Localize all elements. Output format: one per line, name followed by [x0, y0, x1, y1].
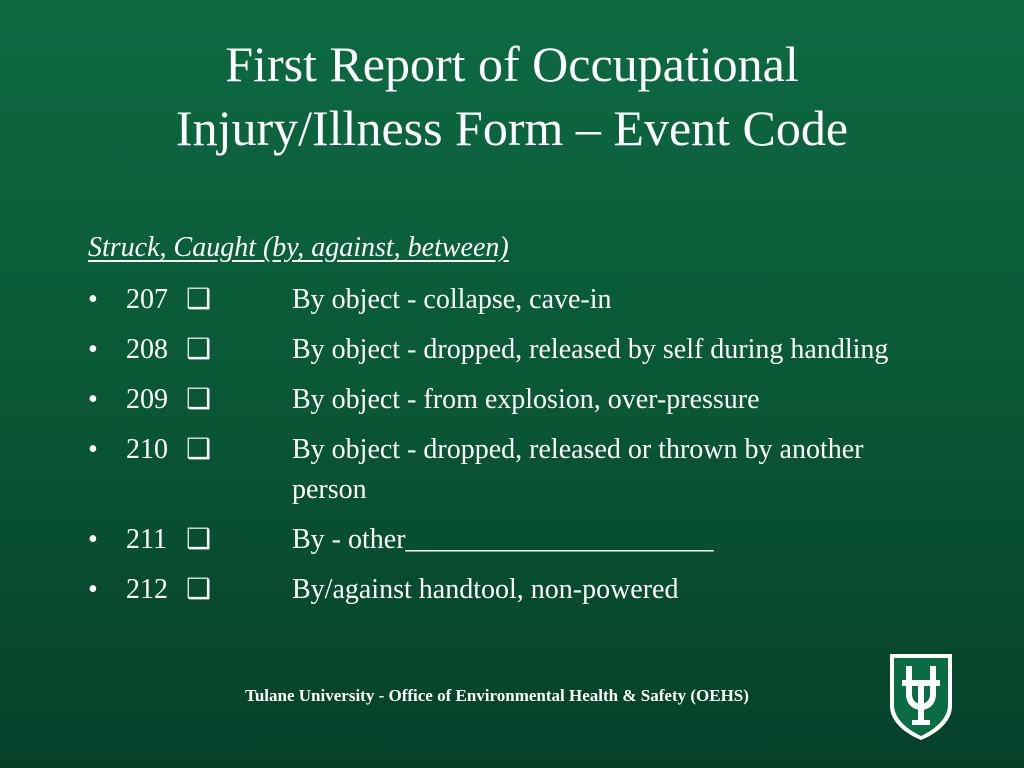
- section-heading: Struck, Caught (by, against, between): [88, 232, 509, 263]
- event-description: By - other______________________: [292, 524, 714, 555]
- bullet-icon: •: [88, 384, 98, 415]
- event-code-item: [88, 330, 908, 370]
- bullet-icon: •: [88, 524, 98, 555]
- event-code-item: [88, 520, 908, 560]
- tulane-shield-logo-icon: [888, 650, 954, 742]
- bullet-icon: •: [88, 284, 98, 315]
- event-code-item: [88, 570, 908, 610]
- event-description: By object - dropped, released or thrown by another person: [292, 434, 864, 505]
- checkbox-icon[interactable]: ❑: [186, 574, 212, 605]
- slide-title-line-1: First Report of Occupational: [225, 36, 799, 92]
- bullet-icon: •: [88, 334, 98, 365]
- bullet-icon: •: [88, 434, 98, 465]
- checkbox-icon[interactable]: ❑: [186, 434, 212, 465]
- bullet-icon: •: [88, 574, 98, 605]
- event-code: 212: [126, 574, 168, 605]
- checkbox-icon[interactable]: ❑: [186, 384, 212, 415]
- event-code: 207: [126, 284, 168, 315]
- checkbox-icon[interactable]: ❑: [186, 334, 212, 365]
- event-description: By object - from explosion, over-pressure: [292, 384, 760, 415]
- slide-title-line-2: Injury/Illness Form – Event Code: [175, 100, 849, 156]
- event-code-list: [88, 280, 908, 620]
- checkbox-icon[interactable]: ❑: [186, 284, 212, 315]
- event-description: By object - collapse, cave-in: [292, 284, 612, 315]
- footer-text: Tulane University - Office of Environmental Health & Safety (OEHS): [245, 686, 749, 705]
- event-code: 211: [126, 524, 167, 555]
- event-code: 209: [126, 384, 168, 415]
- event-description: By object - dropped, released by self during handling: [292, 334, 889, 365]
- event-code: 210: [126, 434, 168, 465]
- checkbox-icon[interactable]: ❑: [186, 524, 212, 555]
- event-code-item: [88, 430, 908, 510]
- slide-title: [0, 32, 1024, 160]
- event-code-item: [88, 280, 908, 320]
- event-description: By/against handtool, non-powered: [292, 574, 679, 605]
- event-code: 208: [126, 334, 168, 365]
- event-code-item: [88, 380, 908, 420]
